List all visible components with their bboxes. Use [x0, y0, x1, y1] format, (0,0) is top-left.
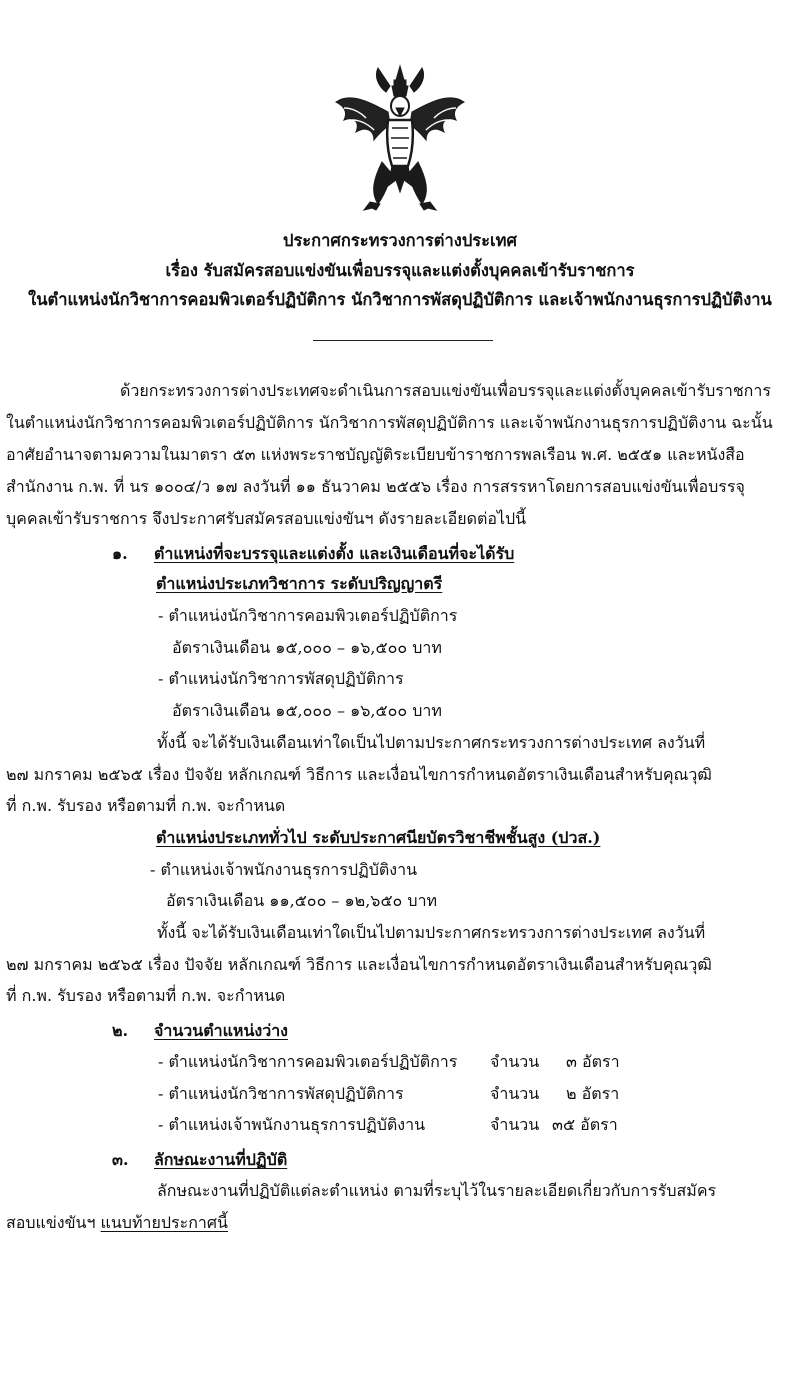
general-note-line: ๒๗ มกราคม ๒๕๖๕ เรื่อง ปัจจัย หลักเกณฑ์ วิธีการ และเงื่อนไขการกำหนดอัตราเงินเดือนสำหรับคุณวุฒิ [6, 955, 712, 974]
section2-title: จำนวนตำแหน่งว่าง [154, 1021, 288, 1040]
garuda-emblem-icon [330, 62, 470, 212]
intro-line: อาศัยอำนาจตามความในมาตรา ๕๓ แห่งพระราชบัญญัติระเบียบข้าราชการพลเรือน พ.ศ. ๒๕๕๑ และหนังสือ [6, 445, 745, 464]
header-divider [313, 340, 493, 341]
section1-number: ๑. [112, 544, 128, 563]
academic-note-line: ทั้งนี้ จะได้รับเงินเดือนเท่าใดเป็นไปตามประกาศกระทรวงการต่างประเทศ ลงวันที่ [157, 733, 706, 752]
announcement-positions: ในตำแหน่งนักวิชาการคอมพิวเตอร์ปฏิบัติการ นักวิชาการพัสดุปฏิบัติการ และเจ้าพนักงานธุรการปฏิบัติงาน [28, 290, 772, 309]
intro-line: ในตำแหน่งนักวิชาการคอมพิวเตอร์ปฏิบัติการ นักวิชาการพัสดุปฏิบัติการ และเจ้าพนักงานธุรการปฏิบัติงาน ฉะนั้น [6, 413, 773, 432]
section3-line2-prefix: สอบแข่งขันฯ [6, 1213, 101, 1232]
general-note-line: ทั้งนี้ จะได้รับเงินเดือนเท่าใดเป็นไปตามประกาศกระทรวงการต่างประเทศ ลงวันที่ [157, 923, 706, 942]
general-category-heading: ตำแหน่งประเภททั่วไป ระดับประกาศนียบัตรวิชาชีพชั้นสูง (ปวส.) [156, 828, 601, 847]
general-position-1: - ตำแหน่งเจ้าพนักงานธุรการปฏิบัติงาน [150, 860, 418, 879]
section1-title: ตำแหน่งที่จะบรรจุและแต่งตั้ง และเงินเดือนที่จะได้รับ [154, 544, 515, 563]
announcement-org-title: ประกาศกระทรวงการต่างประเทศ [282, 231, 518, 250]
academic-note-line: ที่ ก.พ. รับรอง หรือตามที่ ก.พ. จะกำหนด [6, 796, 286, 815]
section1-heading [112, 541, 514, 567]
academic-position-1: - ตำแหน่งนักวิชาการคอมพิวเตอร์ปฏิบัติการ [158, 606, 458, 625]
vacancy-row-position: - ตำแหน่งนักวิชาการพัสดุปฏิบัติการ [158, 1084, 404, 1103]
academic-category-heading: ตำแหน่งประเภทวิชาการ ระดับปริญญาตรี [156, 574, 443, 593]
announcement-subject: เรื่อง รับสมัครสอบแข่งขันเพื่อบรรจุและแต่งตั้งบุคคลเข้ารับราชการ [165, 261, 635, 280]
section3-title: ลักษณะงานที่ปฏิบัติ [154, 1150, 288, 1169]
vacancy-row-position: - ตำแหน่งนักวิชาการคอมพิวเตอร์ปฏิบัติการ [158, 1052, 458, 1071]
general-note-line: ที่ ก.พ. รับรอง หรือตามที่ ก.พ. จะกำหนด [6, 986, 286, 1005]
intro-line: สำนักงาน ก.พ. ที่ นร ๑๐๐๔/ว ๑๗ ลงวันที่ ๑๑ ธันวาคม ๒๕๕๖ เรื่อง การสรรหาโดยการสอบแข่งขันเพื่อบรรจุ [6, 477, 745, 496]
academic-position-2: - ตำแหน่งนักวิชาการพัสดุปฏิบัติการ [158, 669, 404, 688]
vacancy-row-label: จำนวน [490, 1052, 540, 1071]
attachment-reference: แนบท้ายประกาศนี้ [100, 1213, 228, 1232]
vacancy-row-count: ๓ อัตรา [566, 1052, 620, 1071]
section3-number: ๓. [112, 1150, 129, 1169]
intro-line: ด้วยกระทรวงการต่างประเทศจะดำเนินการสอบแข่งขันเพื่อบรรจุและแต่งตั้งบุคคลเข้ารับราชการ [120, 381, 771, 400]
academic-salary-2: อัตราเงินเดือน ๑๕,๐๐๐ – ๑๖,๕๐๐ บาท [172, 701, 442, 720]
intro-line: บุคคลเข้ารับราชการ จึงประกาศรับสมัครสอบแข่งขันฯ ดังรายละเอียดต่อไปนี้ [6, 509, 527, 528]
vacancy-row-label: จำนวน [490, 1115, 540, 1134]
section2-number: ๒. [112, 1021, 129, 1040]
section3-heading [112, 1147, 287, 1173]
vacancy-row-position: - ตำแหน่งเจ้าพนักงานธุรการปฏิบัติงาน [158, 1115, 426, 1134]
section3-line: ลักษณะงานที่ปฏิบัติแต่ละตำแหน่ง ตามที่ระบุไว้ในรายละเอียดเกี่ยวกับการรับสมัคร [157, 1181, 717, 1200]
academic-salary-1: อัตราเงินเดือน ๑๕,๐๐๐ – ๑๖,๕๐๐ บาท [172, 638, 442, 657]
section3-line [6, 1210, 228, 1236]
vacancy-row-count: ๒ อัตรา [566, 1084, 620, 1103]
vacancy-row-label: จำนวน [490, 1084, 540, 1103]
section2-heading [112, 1018, 288, 1044]
vacancy-row-count: ๓๕ อัตรา [552, 1115, 618, 1134]
general-salary-1: อัตราเงินเดือน ๑๑,๕๐๐ – ๑๒,๖๕๐ บาท [166, 891, 438, 910]
academic-note-line: ๒๗ มกราคม ๒๕๖๕ เรื่อง ปัจจัย หลักเกณฑ์ วิธีการ และเงื่อนไขการกำหนดอัตราเงินเดือนสำหรับคุณวุฒิ [6, 765, 712, 784]
